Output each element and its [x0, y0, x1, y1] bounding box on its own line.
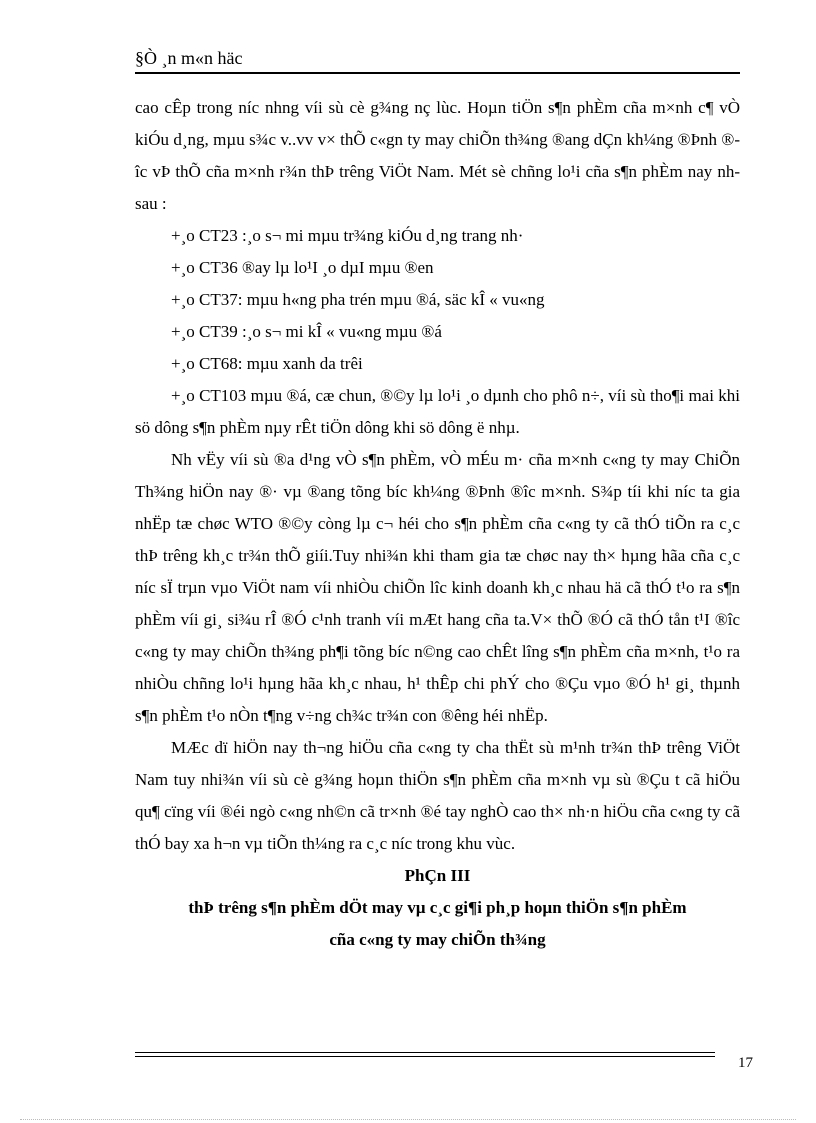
- section-title-line-1: thÞ trêng s¶n phÈm dÖt may vµ c¸c gi¶i ph¸p hoµn thiÖn s¶n phÈm: [188, 898, 687, 917]
- paragraph-brand: MÆc dï hiÖn nay th¬ng hiÖu cña c«ng ty cha thËt sù m¹nh tr¾n thÞ trêng ViÖt Nam tuy nhi¾n víi sù cè g¾ng hoµn thiÖn s¶n phÈm cña m×nh vµ sù ®Çu t cã hiÖu qu¶ cïng víi ®éi ngò c«ng nh©n cã tr×nh ®é tay nghÒ cao th× nh·n hiÖu cña c«ng ty cã thÓ bay xa h¬n vµ tiÕn th¼ng ra c¸c níc trong khu vùc.: [135, 738, 740, 853]
- paragraph-intro: cao cÊp trong níc nhng víi sù cè g¾ng nç lùc. Hoµn tiÖn s¶n phÈm cña m×nh c¶ vÒ kiÓu d¸ng, mµu s¾c v..vv v× thÕ c«gn ty may chiÕn th¾ng ®ang dÇn kh¼ng ®Þnh ®îc vÞ thÕ cña m×nh r¾n thÞ trêng ViÖt Nam. Mét sè chñng lo¹i cña s¶n phÈm nay nh sau :: [135, 98, 740, 213]
- list-item-ct23: +¸o CT23 :¸o s¬ mi mµu tr¾ng kiÓu d¸ng trang nh·: [171, 226, 524, 245]
- page-bottom-dotted-border: [20, 1119, 796, 1120]
- header-rule: [135, 72, 740, 74]
- page-number: 17: [738, 1055, 753, 1071]
- footer-rule: [135, 1052, 715, 1057]
- header-title: §Ò ¸n m«n häc: [135, 48, 243, 68]
- paragraph-diversity: Nh vËy víi sù ®a d¹ng vÒ s¶n phÈm, vÒ mÉu m· cña m×nh c«ng ty may ChiÕn Th¾ng hiÖn nay ®· vµ ®ang tõng bíc kh¼ng ®Þnh ®îc m×nh. S¾p tíi khi níc ta gia nhËp tæ chøc WTO ®©y còng lµ c¬ héi cho s¶n phÈm cña c«ng ty cã thÓ tiÕn ra c¸c thÞ trêng kh¸c tr¾n thÕ giíi.Tuy nhi¾n khi tham gia tæ chøc nay th× hµng hãa cña c¸c níc sÏ trµn vµo ViÖt nam víi nhiÒu chiÕn lîc kinh doanh kh¸c nhau hä cã thÓ t¹o ra s¶n phÈm víi gi¸ si¾u rÎ ®Ó c¹nh tranh víi mÆt hang cña ta.V× thÕ ®Ó cã thÓ tån t¹I ®îc c«ng ty may chiÕn th¾ng ph¶i tõng bíc n©ng cao chÊt lîng s¶n phÈm cña m×nh, t¹o ra nhiÒu chñng lo¹i hµng hãa kh¸c nhau, h¹ thÊp chi phÝ cho ®Çu vµo ®Ó h¹ gi¸ thµnh s¶n phÈm t¹o nÒn t¶ng v÷ng ch¾c tr¾n con ®êng héi nhËp.: [135, 450, 740, 725]
- list-item-ct39: +¸o CT39 :¸o s¬ mi kÎ « vu«ng mµu ®á: [171, 322, 442, 341]
- section-title-line-2: cña c«ng ty may chiÕn th¾ng: [329, 930, 546, 949]
- list-item-ct103: +¸o CT103 mµu ®á, cæ chun, ®©y lµ lo¹i ¸o dµnh cho phô n÷, víi sù tho¶i mai khi sö dông s¶n phÈm nµy rÊt tiÖn dông khi sö dông ë nhµ.: [135, 386, 740, 437]
- list-item-ct36: +¸o CT36 ®ay lµ lo¹I ¸o dµI mµu ®en: [171, 258, 434, 277]
- list-item-ct37: +¸o CT37: mµu h«ng pha trén mµu ®á, säc kÎ « vu«ng: [171, 290, 545, 309]
- body-text: [135, 92, 740, 956]
- list-item-ct68: +¸o CT68: mµu xanh da trêi: [171, 354, 363, 373]
- section-part-label: PhÇn III: [404, 866, 471, 885]
